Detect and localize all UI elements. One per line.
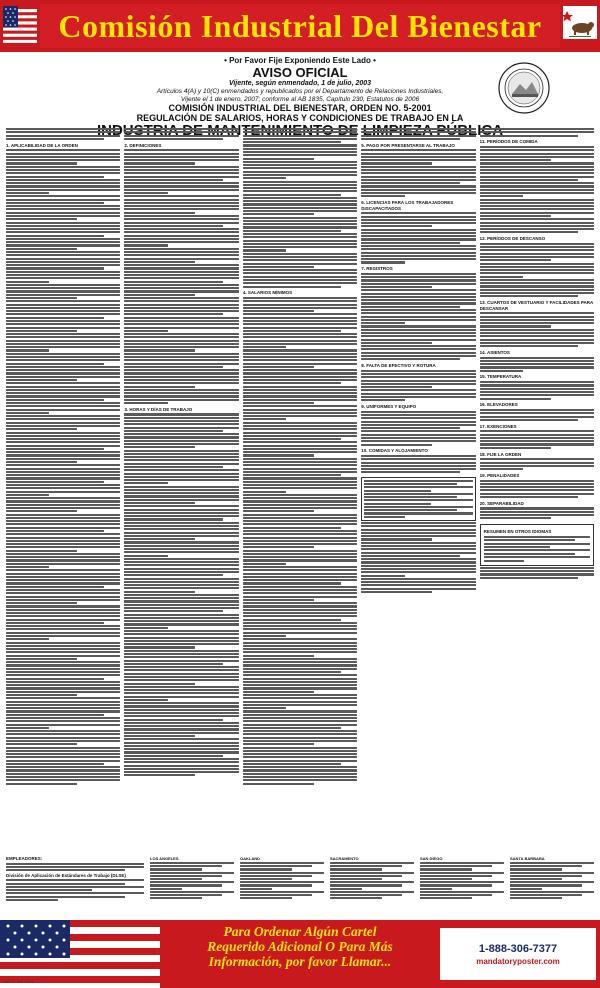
section-5-title: 5. PAGO POR PRESENTARSE AL TRABAJO [361,142,455,148]
section-8-title: 8. FALTA DE EFECTIVO Y ROTURA [361,363,436,368]
office-city: SAN DIEGO [420,856,443,861]
section-3-title: 3. HORAS Y DÍAS DE TRABAJO [124,406,193,412]
section-20-title: 20. SEPARABILIDAD [479,500,524,506]
notice-heading: AVISO OFICIAL [252,65,348,80]
dlse-office-directory [150,856,594,916]
column-3 [243,128,357,852]
directory-column [150,856,234,916]
regulation-subtitle: REGULACIÓN DE SALARIOS, HORAS Y CONDICIONES DE TRABAJO EN LA [136,113,464,123]
meals-lodging-table [361,477,475,521]
section-10-title: 10. COMIDAS Y ALOJAMIENTO [361,448,428,454]
california-flag-icon [563,6,597,46]
state-seal-icon [498,62,550,114]
section-7-title: 7. REGISTROS [361,266,393,272]
order-info-text [160,924,440,969]
form-footnote: IWC 5 - Rev. 01/14 [4,980,34,984]
section-15-title: 15. TEMPERATURA [479,374,522,380]
column-5 [480,128,594,852]
office-city: SACRAMENTO [330,856,359,861]
section-19-title: 19. PENALIDADES [479,472,520,478]
footer-banner [0,920,600,988]
column-1 [6,128,120,852]
employers-heading: EMPLEADORES: [6,856,43,861]
office-city: OAKLAND [240,856,260,861]
section-13-title: 13. CUARTOS DE VESTUARIO Y FACILIDADES PARA DESCANSAR [479,300,594,311]
section-4-title: 4. SALARIOS MÍNIMOS [242,290,293,296]
us-flag-icon [3,6,37,46]
title-panel [40,4,560,48]
amendment-note-2: Vijente el 1 de enero, 2007; conforme al AB 1835, Capítulo 230, Estatutos de 2006 [180,95,420,103]
offices-heading: División de Aplicación de Estándares de Trabajo (DLSE) [6,872,126,878]
brand-logo[interactable]: mandatoryposter.com [476,956,560,966]
page-title: Comisión Industrial Del Bienestar [58,7,542,44]
employers-note [6,856,144,916]
contact-panel [440,928,596,980]
office-city: LOS ANGELES [150,856,179,861]
section-14-title: 14. ASIENTOS [479,349,510,355]
directory-column [420,856,504,916]
effective-date: Vijente, según enmendado, 1 de julio, 2003 [228,80,372,87]
summary-title: RESUMEN EN OTROS IDIOMAS [483,529,552,535]
languages-summary-box [480,524,594,566]
section-17-title: 17. EXENCIONES [479,423,517,429]
order-line-3: Información, por favor Llamar... [208,954,392,969]
directory-column [330,856,414,916]
us-flag-banner-icon [0,920,160,988]
order-line-1: Para Ordenar Algún Cartel [223,924,377,939]
phone-number[interactable]: 1-888-306-7377 [478,942,558,955]
column-2 [124,128,238,852]
section-18-title: 18. FIJE LA ORDEN [479,451,522,457]
office-city: SANTA BARBARA [510,856,545,861]
section-1-title: 1. APLICABILIDAD DE LA ORDEN [6,142,78,148]
posting-instruction: • Por Favor Fije Exponiendo Este Lado • [224,56,376,65]
order-text-columns [6,128,594,852]
section-2-title: 2. DEFINICIONES [124,142,162,148]
header-banner [0,0,600,52]
section-6-title: 6. LICENCIAS PARA LOS TRABAJADORES DISCAPACITADOS [361,200,454,211]
directory-column [510,856,594,916]
order-number: COMISIÓN INDUSTRIAL DEL BIENESTAR, ORDEN NO. 5-2001 [168,103,432,113]
column-4 [361,128,475,852]
section-11-title: 11. PERÍODOS DE COMIDA [479,139,538,145]
order-line-2: Requerido Adicional O Para Más [207,939,393,954]
section-12-title: 12. PERÍODOS DE DESCANSO [479,236,546,242]
amendment-note: Artículos 4(A) y 10(C) enmendados y republicados por el Departamento de Relaciones Industriales, [156,88,444,95]
section-16-title: 16. ELEVADORES [479,402,518,408]
section-9-title: 9. UNIFORMES Y EQUIPO [361,404,417,409]
directory-column [240,856,324,916]
